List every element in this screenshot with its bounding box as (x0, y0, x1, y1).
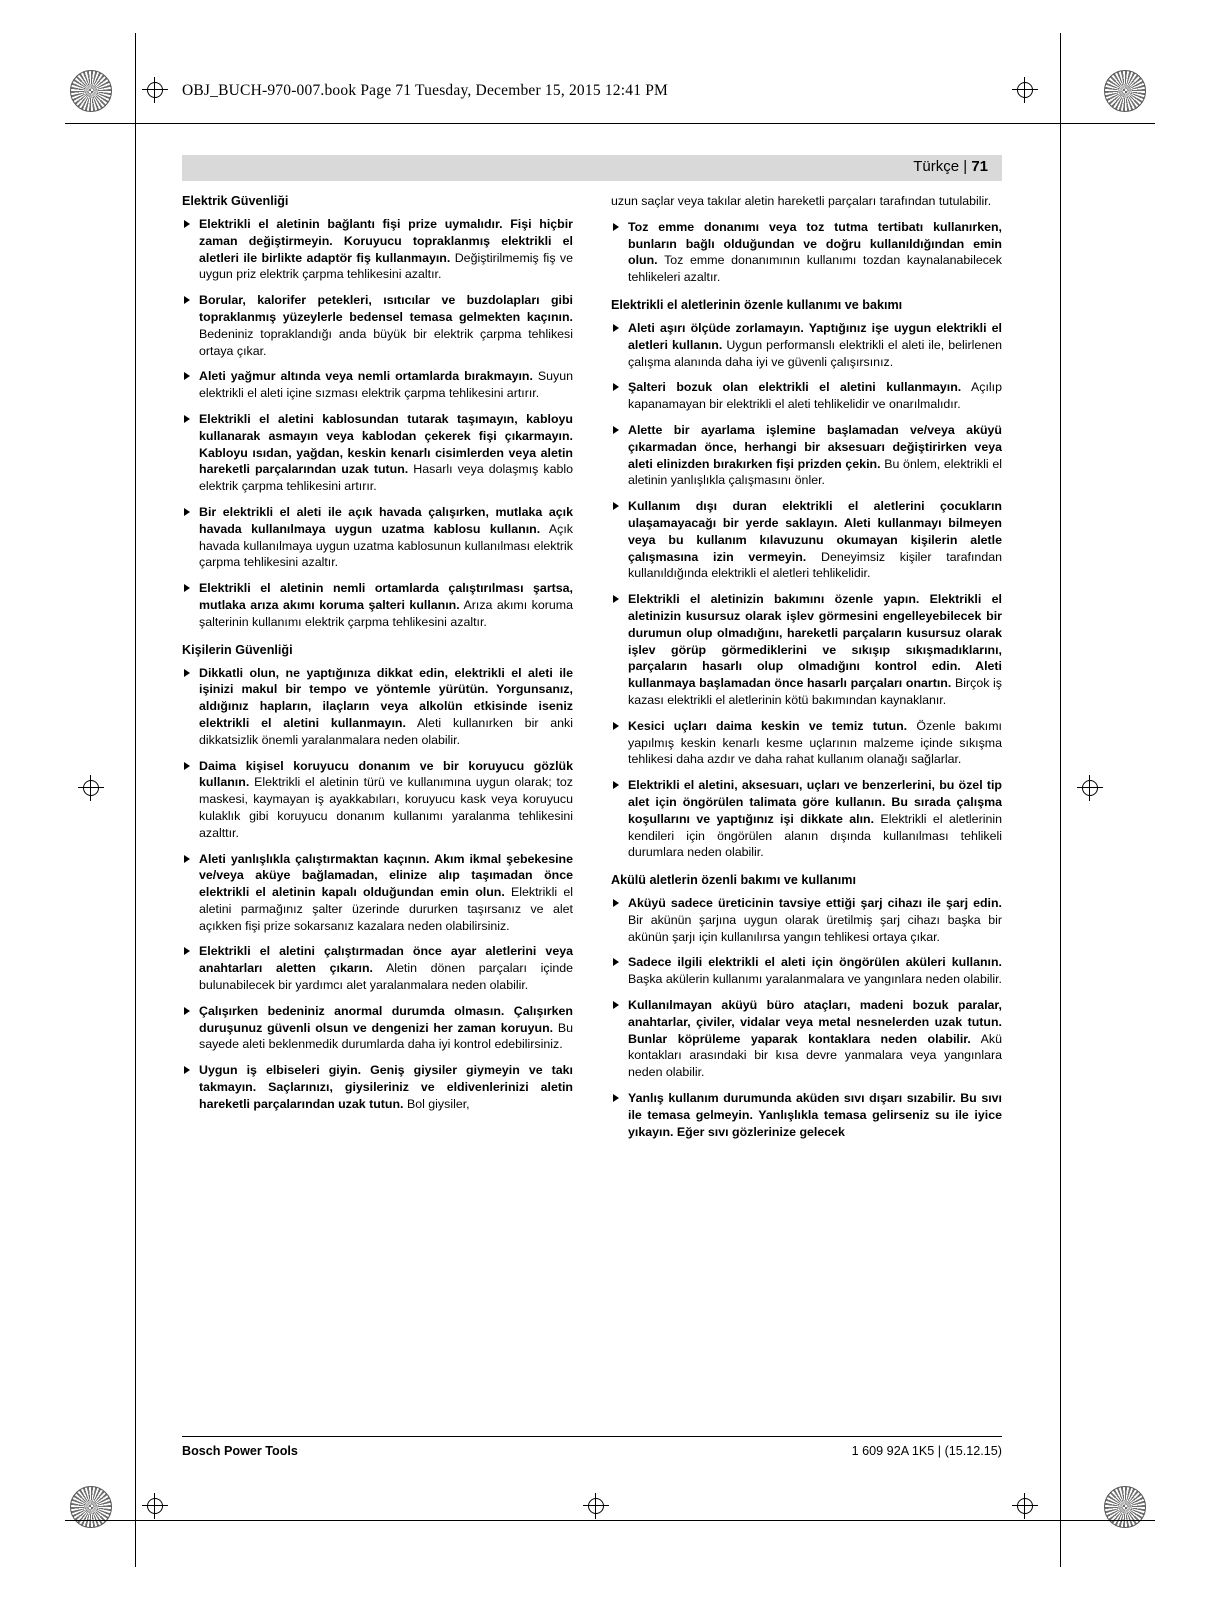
list-item (611, 379, 1002, 413)
list-item (611, 1090, 1002, 1140)
item-body-text: Suyun elektrikli el aleti içine sızması elektrik çarpma tehlikesini artırır. (199, 369, 573, 401)
item-body-text: Uygun performanslı elektrikli el aleti ile, belirlenen çalışma alanında daha iyi ve güvenli çalışırsınız. (628, 337, 1002, 369)
item-body-text: Bir akünün şarjına uygun olarak üretilmiş şarj cihazı başka bir akünün şarjı için kullanılırsa yangın tehlikesi ortaya çıkar. (628, 912, 1002, 944)
page-header-text (913, 158, 988, 175)
list-elektrik-guvenligi (182, 216, 573, 631)
item-body-text: Birçok iş kazası elektrikli el aletlerinin kötü bakımından kaynaklanır. (628, 676, 1002, 707)
item-bold-text: Elektrikli el aletini çalıştırmadan önce ayar aletlerini veya anahtarları aletten çıkarın. (199, 944, 573, 976)
bullet-triangle-icon (613, 383, 619, 391)
item-body-text: Değiştirilmemiş fiş ve uygun priz elektrik çarpma tehlikesini azaltır. (199, 250, 573, 282)
section-title-elektrik-guvenligi: Elektrik Güvenliği (182, 194, 289, 208)
bullet-triangle-icon (613, 781, 619, 789)
item-bold-text: Çalışırken bedeniniz anormal durumda olmasın. Çalışırken duruşunuz güvenli olsun ve dengenizi her zaman koruyun. (199, 1003, 573, 1035)
page-body (182, 193, 1002, 1149)
item-body-text: Elektrikli el aletlerinin kendileri için öngörülen alanın dışında kullanılması tehlikeli durumlara neden olabilir. (628, 811, 1002, 860)
item-bold-text: Yanlış kullanım durumunda aküden sıvı dışarı sızabilir. Bu sıvı ile temasa gelmeyin. Yanlışlıkla temasa gelirseniz su ile iyice yıkayın. Eğer sıvı gözlerinize gelecek (628, 1091, 1002, 1139)
crop-mark-right (1060, 33, 1061, 1567)
item-body-text: Akü kontakları arasındaki bir kısa devre yanmalara veya yangınlara neden olabilir. (628, 1031, 1003, 1080)
list-item (182, 1062, 573, 1112)
list-item (182, 943, 573, 993)
list-continuation (611, 219, 1002, 286)
item-body-text: Bu sayede aleti beklenmedik durumlarda daha iyi kontrol edebilirsiniz. (199, 1020, 573, 1052)
bullet-triangle-icon (184, 855, 190, 863)
item-bold-text: Kullanılmayan aküyü büro ataçları, madeni bozuk paralar, anahtarlar, çiviler, vidalar veya metal nesnelerden uzak tutun. Bunlar köprüleme yaparak kontaklara neden olabilir. (628, 998, 1002, 1046)
list-item (182, 1003, 573, 1053)
item-bold-text: Aleti yağmur altında veya nemli ortamlarda bırakmayın. (199, 369, 533, 384)
item-body-text: Toz emme donanımının kullanımı tozdan kaynalanabilecek tehlikeleri azaltır. (628, 253, 1002, 285)
section-title-akulu-aletler: Akülü aletlerin özenli bakımı ve kullanımı (611, 873, 856, 888)
item-body-text: Aletin dönen parçaları içinde bulunabilecek bir yardımcı alet yaralanmalara neden olabilir. (199, 961, 573, 993)
footer-brand: Bosch Power Tools (182, 1444, 298, 1458)
bullet-triangle-icon (613, 899, 619, 907)
item-body-text: Özenle bakımı yapılmış keskin kenarlı kesme uçlarının malzeme içinde sıkışma tehlikesi daha azdır ve daha rahat kullanım olanağı sağlarlar. (628, 718, 1002, 767)
print-filename-stamp: OBJ_BUCH-970-007.book Page 71 Tuesday, December 15, 2015 12:41 PM (182, 82, 669, 99)
item-bold-text: Aküyü sadece üreticinin tavsiye ettiği şarj cihazı ile şarj edin. (628, 896, 1002, 911)
item-body-text: Bedeniniz topraklandığı anda büyük bir elektrik çarpma tehlikesi ortaya çıkar. (199, 326, 573, 358)
registration-circle-bottom-right (1104, 1486, 1146, 1528)
bullet-triangle-icon (184, 947, 190, 955)
list-item (611, 718, 1002, 768)
list-item (611, 895, 1002, 945)
registration-target-bottom-left (142, 1493, 168, 1519)
list-item (182, 292, 573, 359)
header-language: Türkçe (913, 158, 960, 175)
list-item (182, 758, 573, 842)
bullet-triangle-icon (613, 502, 619, 510)
registration-target-left-middle (78, 775, 104, 801)
bullet-triangle-icon (613, 1094, 619, 1102)
list-item (182, 411, 573, 495)
list-item (182, 665, 573, 749)
bullet-triangle-icon (613, 595, 619, 603)
list-item (611, 498, 1002, 582)
list-item (182, 216, 573, 283)
page-header-band (182, 155, 1002, 181)
item-bold-text: Aleti aşırı ölçüde zorlamayın. Yaptığınız işe uygun elektrikli el aletleri kullanın. (628, 320, 1002, 352)
registration-target-right-middle (1077, 775, 1103, 801)
list-item (611, 422, 1002, 489)
item-body-text: Arıza akımı koruma şalterinin kullanımı elektrik çarpma tehlikesini azaltır. (199, 597, 573, 629)
bullet-triangle-icon (613, 1001, 619, 1009)
list-item (611, 219, 1002, 286)
item-bold-text: Daima kişisel koruyucu donanım ve bir koruyucu gözlük kullanın. (199, 758, 573, 790)
item-bold-text: Uygun iş elbiseleri giyin. Geniş giysiler giymeyin ve takı takmayın. Saçlarınızı, giysileriniz ve eldivenlerinizi aletin hareketli parçalarından uzak tutun. (199, 1063, 573, 1111)
bullet-triangle-icon (613, 722, 619, 730)
bullet-triangle-icon (184, 220, 190, 228)
page-number: 71 (971, 158, 988, 175)
item-bold-text: Elektrikli el aletini kablosundan tutarak taşımayın, kabloyu kullanarak asmayın veya kablodan çekerek fişi çıkarmayın. Kabloyu ısıdan, yağdan, keskin kenarlı cisimlerden veya aletin hareketli parçalarından uzak tutun. (199, 411, 573, 477)
item-body-text: Bol giysiler, (403, 1096, 470, 1111)
list-akulu-aletler (611, 895, 1002, 1140)
list-item (611, 320, 1002, 370)
footer-document-code: 1 609 92A 1K5 | (15.12.15) (851, 1444, 1002, 1458)
item-body-text: Açık havada kullanılmaya uygun uzatma kablosunun kullanılması elektrik çarpma tehlikesini azaltır. (199, 521, 573, 570)
item-body-text: Açılıp kapanamayan bir elektrikli el aleti tehlikelidir ve onarılmalıdır. (628, 380, 1003, 412)
bullet-triangle-icon (184, 296, 190, 304)
registration-circle-bottom-left (70, 1486, 112, 1528)
list-item (182, 851, 573, 935)
right-column (611, 193, 1002, 1149)
left-column (182, 193, 573, 1149)
list-item (611, 954, 1002, 988)
bullet-triangle-icon (613, 958, 619, 966)
bullet-triangle-icon (613, 324, 619, 332)
bullet-triangle-icon (184, 415, 190, 423)
item-bold-text: Elektrikli el aletini, aksesuarı, uçları ve benzerlerini, bu özel tip alet için öngörülen talimata göre kullanın. Bu sırada çalışma koşullarını ve yaptığınız işi dikkate alın. (628, 778, 1002, 826)
bullet-triangle-icon (613, 426, 619, 434)
item-bold-text: Borular, kalorifer petekleri, ısıtıcılar ve buzdolapları gibi topraklanmış yüzeylerle bedensel temasa gelmekten kaçının. (199, 293, 573, 324)
item-bold-text: Alette bir ayarlama işlemine başlamadan ve/veya aküyü çıkarmadan önce, herhangi bir aksesuarı değiştirirken veya aleti elinizden bırakırken fişi prizden çekin. (628, 422, 1002, 471)
registration-target-top-right (1012, 77, 1038, 103)
item-bold-text: Elektrikli el aletinizin bakımını özenle yapın. Elektrikli el aletinizin kusursuz olarak işlev görmesini engelleyebilecek bir durumun olup olmadığını, hareketli parçaların kusursuz olarak işlev görüp görmediklerini ve sıkışıp sıkışmadıklarını, parçaların hasarlı olup olmadığını kontrol edin. Aleti kullanmaya başlamadan önce hasarlı parçaları onartın. (628, 592, 1002, 691)
item-bold-text: Şalteri bozuk olan elektrikli el aletini kullanmayın. (628, 380, 962, 395)
continuation-paragraph: uzun saçlar veya takılar aletin hareketli parçaları tarafından tutulabilir. (611, 194, 992, 208)
registration-circle-top-right (1104, 70, 1146, 112)
bullet-triangle-icon (184, 372, 190, 380)
bullet-triangle-icon (184, 762, 190, 770)
item-bold-text: Elektrikli el aletinin nemli ortamlarda çalıştırılması şartsa, mutlaka arıza akımı koruma şalteri kullanın. (199, 581, 573, 612)
list-item (611, 777, 1002, 861)
list-item (182, 580, 573, 630)
item-body-text: Elektrikli el aletinin türü ve kullanımına uygun olarak; toz maskesi, kaymayan iş ayakkabıları, koruyucu kask veya koruyucu kulaklık gibi koruyucu donanım kullanımı yaralanma tehlikesini azalttır. (199, 775, 573, 840)
list-item (611, 997, 1002, 1081)
list-kisilerin-guvenligi (182, 665, 573, 1113)
item-body-text: Başka akülerin kullanımı yaralanmalara ve yangınlara neden olabilir. (628, 972, 1002, 987)
registration-target-top-left (142, 77, 168, 103)
item-bold-text: Dikkatli olun, ne yaptığınıza dikkat edin, elektrikli el aleti ile işinizi makul bir tempo ve yöntemle yürütün. Yorgunsanız, aldığınız hapların, ilaçların veya alkolün etkisinde iseniz elektrikli el aletini kullanmayın. (199, 665, 573, 730)
item-body-text: Deneyimsiz kişiler tarafından kullanıldığında elektrikli el aletleri tehlikelidir. (628, 549, 1002, 581)
item-bold-text: Aleti yanlışlıkla çalıştırmaktan kaçının. Akım ikmal şebekesine ve/veya aküye bağlamadan, elinize alıp taşımadan önce elektrikli el aletinin kapalı olduğundan emin olun. (199, 851, 573, 900)
item-bold-text: Kesici uçları daima keskin ve temiz tutun. (628, 718, 908, 733)
item-body-text: Hasarlı veya dolaşmış kablo elektrik çarpma tehlikesini artırır. (199, 462, 573, 494)
bullet-triangle-icon (184, 669, 190, 677)
list-item (611, 591, 1002, 709)
item-body-text: Bu önlem, elektrikli el aletinin yanlışlıkla çalışmasını önler. (628, 456, 1002, 488)
bullet-triangle-icon (613, 223, 619, 231)
list-ozenle-kullanim (611, 320, 1002, 861)
crop-mark-top (65, 123, 1155, 124)
footer-divider (182, 1436, 1002, 1437)
bullet-triangle-icon (184, 584, 190, 592)
crop-mark-left (135, 33, 136, 1567)
item-bold-text: Toz emme donanımı veya toz tutma tertibatı kullanırken, bunların bağlı olduğundan ve doğru kullanıldığından emin olun. (628, 219, 1002, 268)
registration-target-bottom-right (1012, 1493, 1038, 1519)
bullet-triangle-icon (184, 1066, 190, 1074)
header-separator: | (963, 158, 968, 175)
crop-mark-bottom (65, 1520, 1155, 1521)
item-bold-text: Elektrikli el aletinin bağlantı fişi prize uymalıdır. Fişi hiçbir zaman değiştirmeyin. Koruyucu topraklanmış elektrikli el aletleri ile birlikte adaptör fiş kullanmayın. (199, 217, 573, 265)
section-title-kisilerin-guvenligi: Kişilerin Güvenliği (182, 642, 293, 657)
item-body-text: Elektrikli el aletini parmağınız şalter üzerinde dururken taşırsanız ve alet açıkken fişi prize sokarsanız kazalara neden olabilirsiniz. (199, 885, 573, 933)
list-item (182, 504, 573, 571)
registration-target-bottom-center (583, 1493, 609, 1519)
bullet-triangle-icon (184, 1007, 190, 1015)
item-bold-text: Kullanım dışı duran elektrikli el aletlerini çocukların ulaşamayacağı bir yerde saklayın. Aleti kullanmayı bilmeyen veya bu kullanım kılavuzunu okumayan kişilerin aletle çalışmasına izin vermeyin. (628, 499, 1002, 564)
registration-circle-top-left (70, 70, 112, 112)
item-body-text: Aleti kullanırken bir anki dikkatsizlik önemli yaralanmalara neden olabilir. (199, 715, 573, 747)
list-item (182, 368, 573, 402)
item-bold-text: Sadece ilgili elektrikli el aleti için öngörülen aküleri kullanın. (628, 955, 1002, 970)
section-title-ozenle-kullanim: Elektrikli el aletlerinin özenle kullanımı ve bakımı (611, 297, 903, 312)
item-bold-text: Bir elektrikli el aleti ile açık havada çalışırken, mutlaka açık havada kullanılmaya uygun uzatma kablosu kullanın. (199, 504, 573, 536)
bullet-triangle-icon (184, 508, 190, 516)
